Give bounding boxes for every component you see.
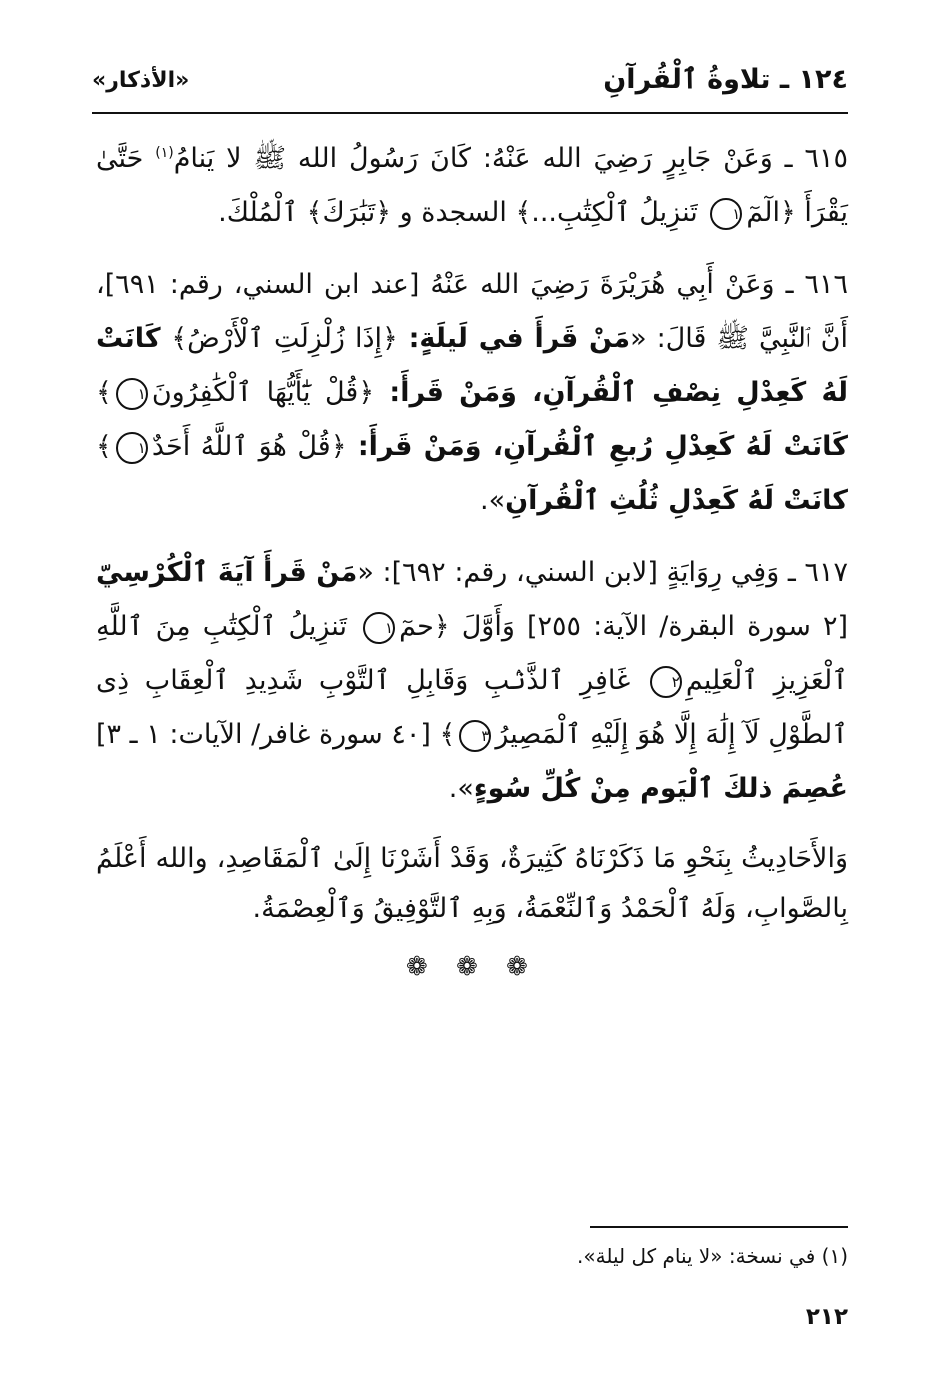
page-number: ٢١٢ (805, 1304, 848, 1330)
chapter-title: ١٢٤ ـ تلاوةُ ٱلْقُرآنِ (603, 64, 848, 95)
bold-segment: كَانَتْ لَهُ كَعِدْلِ رُبعِ ٱلْقُرآنِ، وَمَنْ قَرأَ: (346, 431, 849, 462)
bold-segment: مَنْ قَرأَ آيَةَ ٱلْكُرْسِيّ (96, 557, 358, 588)
text-segment: حَتَّىٰ يَقْرَأَ ﴿الٓمٓ (96, 143, 848, 228)
text-segment: ٦١٥ ـ وَعَنْ جَابِرٍ رَضِيَ الله عَنْهُ: كَانَ رَسُولُ الله ﷺ لا يَنامُ (173, 143, 848, 174)
quran-quote-end: ﴾ (96, 431, 112, 462)
book-title: «الأذكار» (92, 68, 190, 93)
running-header (92, 62, 848, 114)
text-segment: [٢ سورة البقرة/ الآية: ٢٥٥] وَأَوَّلَ ﴿حمٓ (399, 611, 849, 642)
footnote-divider (590, 1226, 848, 1228)
text-segment: ». (480, 485, 506, 516)
bold-segment: عُصِمَ ذلكَ ٱلْيَوم مِنْ كُلِّ سُوءٍ (473, 773, 848, 804)
bold-segment: كانَتْ لَهُ كَعِدْلِ ثُلُثِ ٱلْقُرآنِ (505, 485, 848, 516)
quran-quote: غَافِرِ ٱلذَّنۢبِ وَقَابِلِ ٱلتَّوْبِ شَدِيدِ ٱلْعِقَابِ ذِى ٱلطَّوْلِ لَآ إِلَٰهَ إِلَّا هُوَ إِلَيْهِ ٱلْمَصِيرُ (96, 665, 849, 750)
verse-number-icon: ١ (116, 432, 148, 464)
quran-quote: ﴿قُلْ يَٰٓأَيُّهَا ٱلْكَٰفِرُونَ (151, 377, 375, 408)
text-segment: ﴾ [٤٠ سورة غافر/ الآيات: ١ ـ ٣] (96, 719, 456, 750)
verse-number-icon: ٣ (459, 720, 491, 752)
verse-number-icon: ١ (710, 198, 742, 230)
bold-segment: كَانَتْ لَهُ كَعِدْلِ نِصْفِ ٱلْقُرآنِ، وَمَنْ قَرأَ: (96, 323, 849, 408)
hadith-615 (96, 132, 848, 240)
text-segment: تَنزِيلُ ٱلْكِتَٰبِ...﴾ السجدة و ﴿تَبَٰرَكَ﴾ ٱلْمُلْكَ. (218, 197, 707, 228)
text-segment: ٦١٧ ـ وَفِي رِوَايَةٍ [لابن السني، رقم: ٦٩٢]: « (357, 557, 848, 588)
footnote-marker: (١) (155, 145, 174, 161)
quran-quote: ﴿قُلْ هُوَ ٱللَّهُ أَحَدٌ (151, 431, 347, 462)
verse-number-icon: ١ (116, 378, 148, 410)
quran-quote: ﴿إِذَا زُلْزِلَتِ ٱلْأَرْضُ﴾ (171, 323, 398, 354)
quran-quote-end: ﴾ (96, 377, 112, 408)
closing-paragraph: وَالأَحَادِيثُ بِنَحْوِ مَا ذَكَرْنَاهُ كَثِيرَةٌ، وَقَدْ أَشَرْنَا إِلَىٰ ٱلْمَقَاصِدِ، والله أَعْلَمُ بِالصَّوابِ، وَلَهُ ٱلْحَمْدُ وَٱلنِّعْمَةُ، وَبِهِ ٱلتَّوْفِيقُ وَٱلْعِصْمَةُ. (96, 843, 848, 924)
quran-quote: تَنزِيلُ ٱلْكِتَٰبِ مِنَ ٱللَّهِ ٱلْعَزِيزِ ٱلْعَلِيمِ (96, 611, 849, 696)
bold-segment: مَنْ قَرأَ في لَيلَةٍ: (397, 323, 631, 354)
hadith-616 (96, 258, 848, 528)
ornament-divider-icon: ❁ ❁ ❁ (406, 952, 538, 982)
hadith-617 (96, 546, 848, 816)
footnote: (١) في نسخة: «لا ينام كل ليلة». (577, 1244, 848, 1268)
verse-number-icon: ٢ (650, 666, 682, 698)
text-segment: ٦١٦ ـ وَعَنْ أَبِي هُرَيْرَةَ رَضِيَ الله عَنْهُ [عند ابن السني، رقم: ٦٩١]، أَنَّ ٱلنَّبِيَّ ﷺ قَالَ: « (96, 269, 848, 354)
text-segment: ». (448, 773, 474, 804)
verse-number-icon: ١ (363, 612, 395, 644)
page-body (96, 132, 848, 982)
